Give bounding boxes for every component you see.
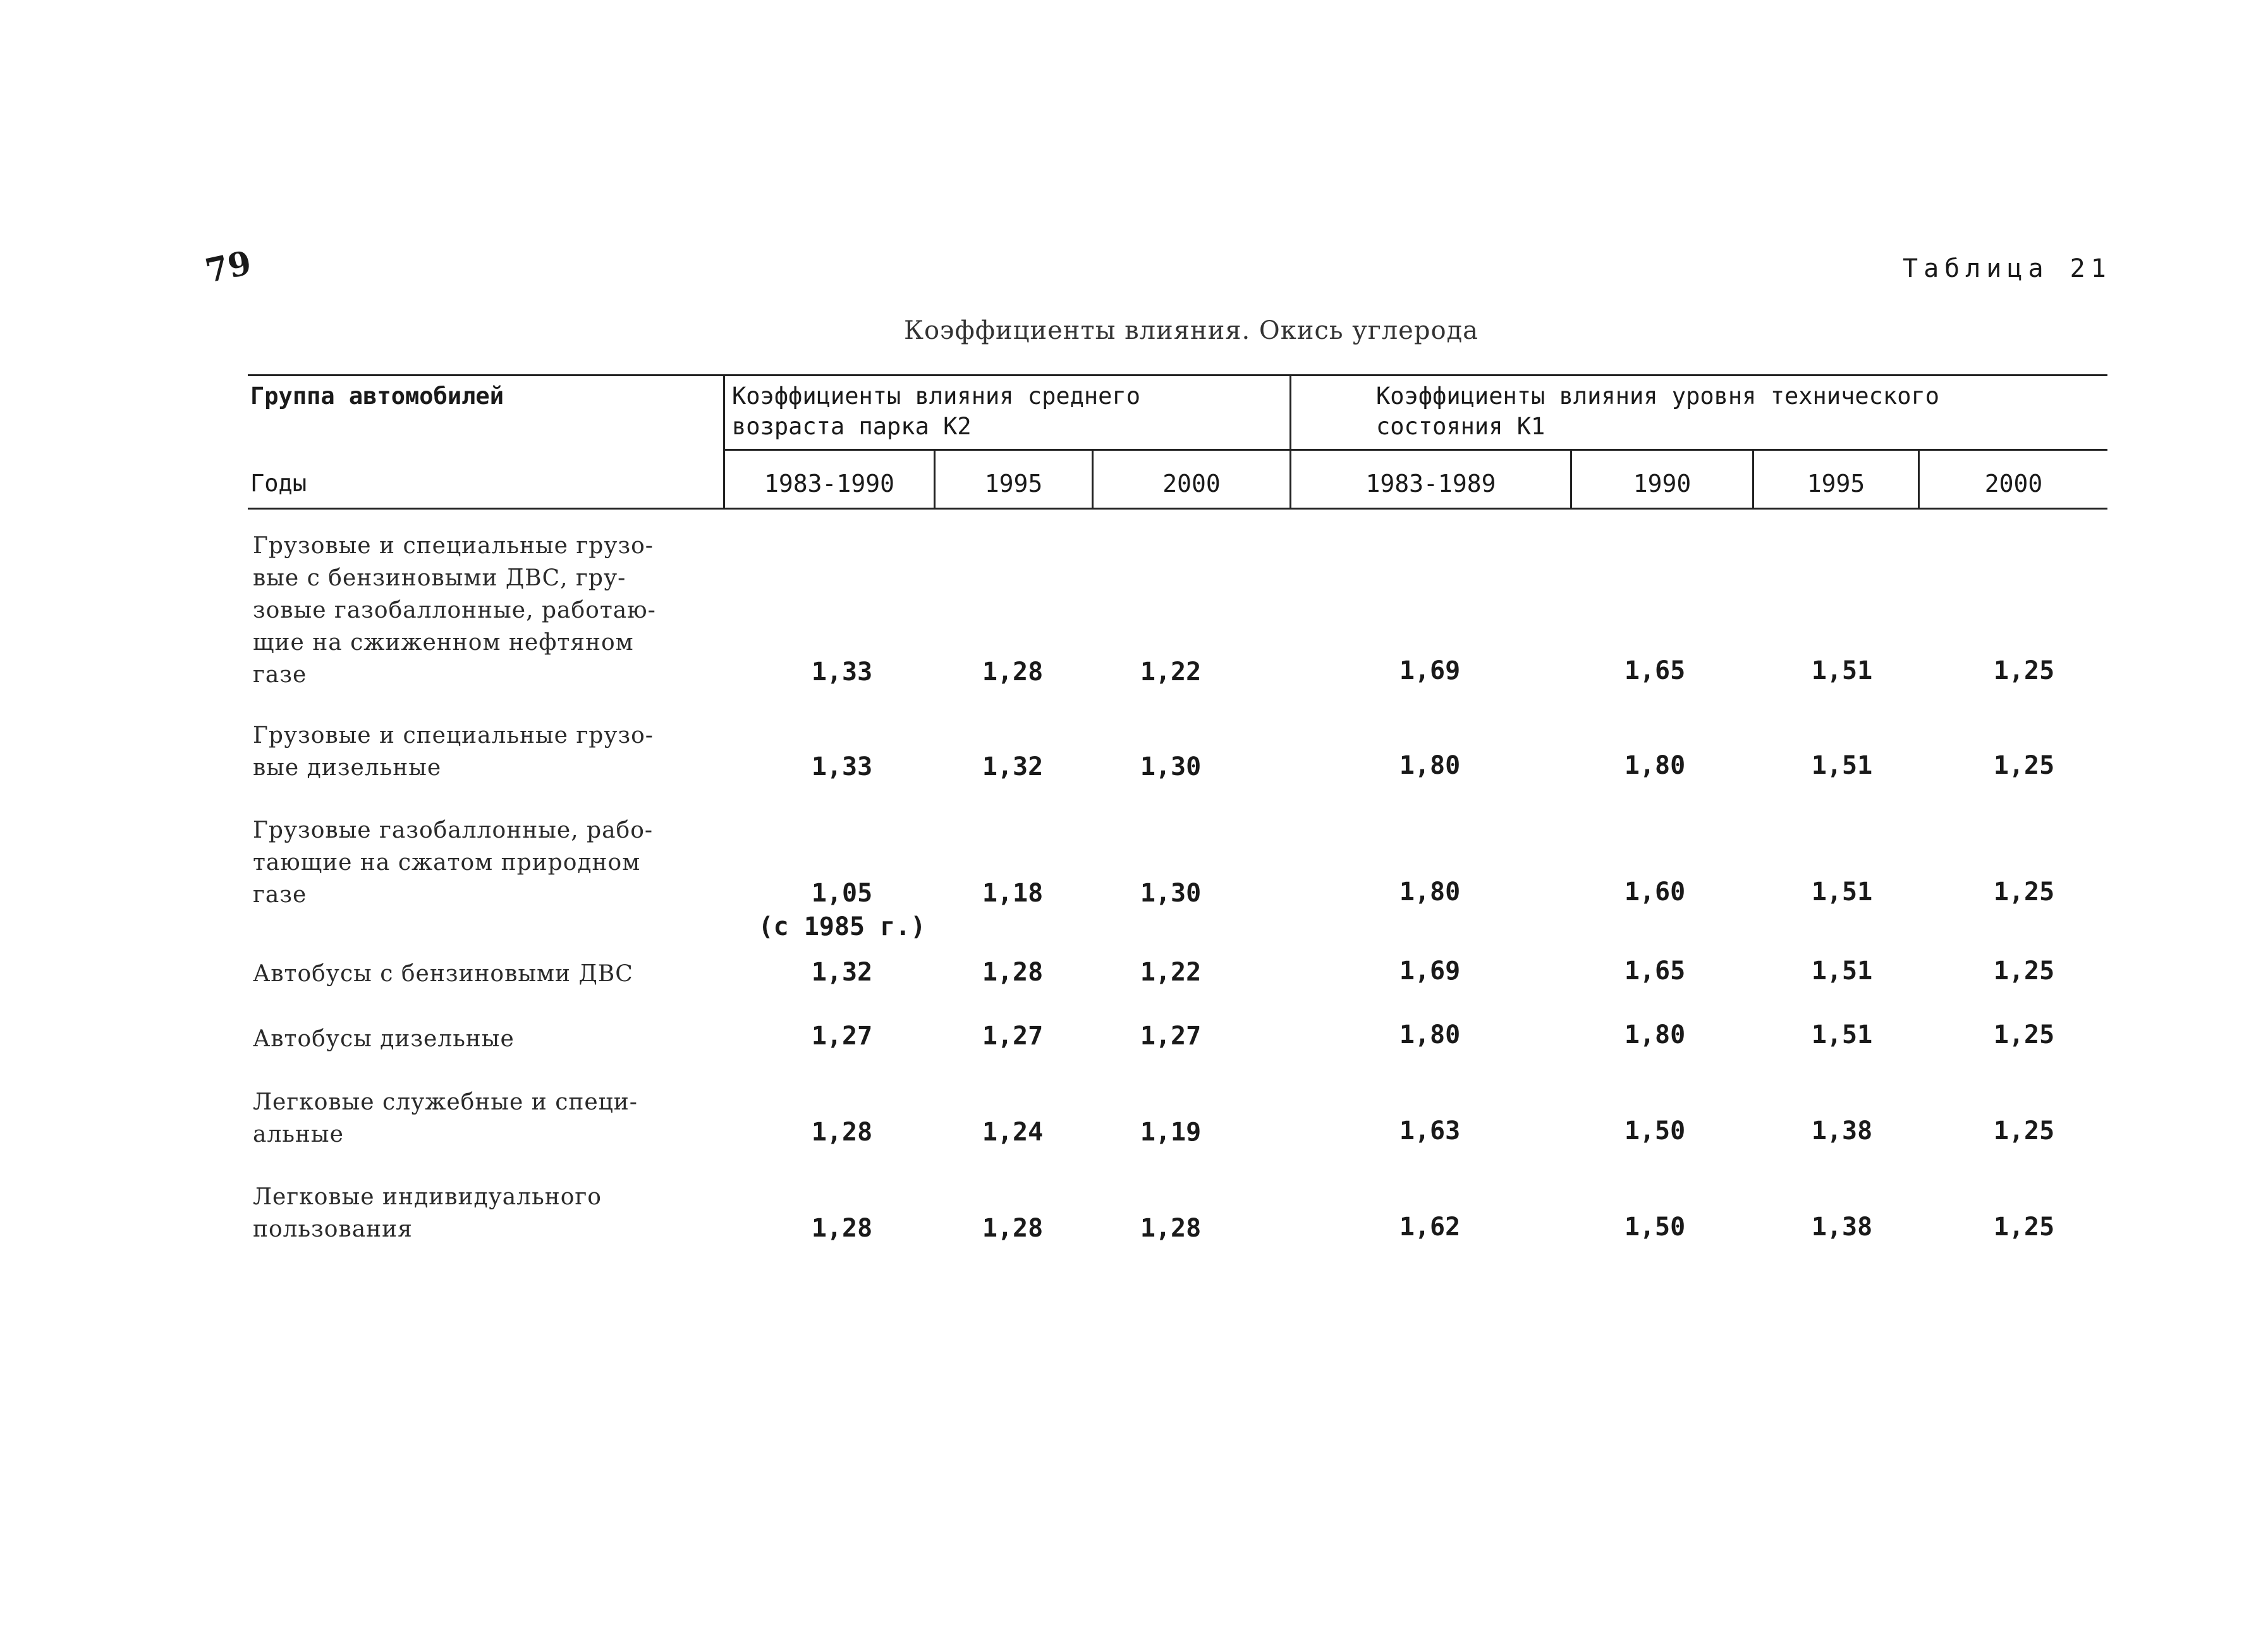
cell-value: 1,27 xyxy=(982,1022,1044,1051)
row-label-line: тающие на сжатом природном xyxy=(253,850,641,876)
row-label-line: зовые газобаллонные, работаю- xyxy=(253,597,656,623)
cell-value: 1,51 xyxy=(1811,957,1873,986)
row-label-line: Грузовые газобаллонные, рабо- xyxy=(253,817,654,843)
cell-value: 1,25 xyxy=(1993,656,2055,685)
k2-header-line2: возраста парка К2 xyxy=(732,413,972,440)
cell-value: 1,32 xyxy=(982,752,1044,781)
cell-value: 1,51 xyxy=(1811,656,1873,685)
table-row xyxy=(248,1086,2107,1156)
cell-value: 1,62 xyxy=(1399,1213,1461,1242)
cell-value: 1,25 xyxy=(1993,877,2055,907)
cell-value: 1,27 xyxy=(1140,1022,1202,1051)
cell-value: 1,69 xyxy=(1399,656,1461,685)
row-label-line: газе xyxy=(253,662,307,688)
header-mid-rule xyxy=(723,449,2107,451)
cell-value: 1,27 xyxy=(811,1022,873,1051)
row-label-line: вые с бензиновыми ДВС, гру- xyxy=(253,565,626,591)
cell-value: 1,33 xyxy=(811,752,873,781)
table-row xyxy=(248,1022,2107,1066)
table-caption: Коэффициенты влияния. Окись углерода xyxy=(904,316,1479,345)
year-header: 1995 xyxy=(984,470,1043,498)
table-row xyxy=(248,957,2107,1001)
cell-value: 1,60 xyxy=(1624,877,1686,907)
page-number: 79 xyxy=(202,243,255,291)
k2-header-line1: Коэффициенты влияния среднего xyxy=(732,382,1141,410)
cell-value: 1,25 xyxy=(1993,1116,2055,1146)
cell-value: 1,19 xyxy=(1140,1118,1202,1147)
years-header: Годы xyxy=(250,470,307,497)
table-label: Таблица 21 xyxy=(1903,254,2112,283)
cell-value: 1,50 xyxy=(1624,1213,1686,1242)
table-header xyxy=(248,374,2107,510)
header-bottom-rule xyxy=(248,508,2107,510)
header-top-rule xyxy=(248,374,2107,376)
row-label-line: Автобусы дизельные xyxy=(253,1026,515,1052)
cell-value: 1,28 xyxy=(982,1214,1044,1243)
row-label xyxy=(253,958,708,990)
cell-value: 1,30 xyxy=(1140,752,1202,781)
cell-value: 1,80 xyxy=(1624,1020,1686,1049)
cell-value: 1,28 xyxy=(982,657,1044,687)
row-label-line: Автобусы с бензиновыми ДВС xyxy=(253,961,633,987)
cell-value: 1,32 xyxy=(811,958,873,987)
row-label xyxy=(253,530,708,691)
cell-value: 1,25 xyxy=(1993,957,2055,986)
year-header: 1995 xyxy=(1807,470,1865,498)
cell-value: 1,80 xyxy=(1399,751,1461,780)
cell-value: 1,51 xyxy=(1811,877,1873,907)
row-label-line: щие на сжиженном нефтяном xyxy=(253,630,634,656)
cell-value: 1,51 xyxy=(1811,1020,1873,1049)
row-label xyxy=(253,814,708,911)
cell-value: 1,50 xyxy=(1624,1116,1686,1146)
year-header: 1983-1990 xyxy=(764,470,894,498)
table-row xyxy=(248,719,2107,789)
cell-note: (с 1985 г.) xyxy=(758,912,926,941)
cell-value: 1,65 xyxy=(1624,957,1686,986)
cell-value: 1,65 xyxy=(1624,656,1686,685)
cell-value: 1,33 xyxy=(811,657,873,687)
cell-value: 1,05 xyxy=(811,879,873,908)
cell-value: 1,25 xyxy=(1993,1020,2055,1049)
table-row xyxy=(248,1181,2107,1250)
cell-value: 1,63 xyxy=(1399,1116,1461,1146)
row-label xyxy=(253,1181,708,1245)
row-label-line: альные xyxy=(253,1122,344,1147)
cell-value: 1,38 xyxy=(1811,1116,1873,1146)
row-label xyxy=(253,719,708,784)
k1-header-line2: состояния К1 xyxy=(1376,413,1546,440)
cell-value: 1,18 xyxy=(982,879,1044,908)
group-header: Группа автомобилей xyxy=(250,382,504,410)
cell-value: 1,30 xyxy=(1140,879,1202,908)
cell-value: 1,80 xyxy=(1624,751,1686,780)
row-label-line: пользования xyxy=(253,1216,413,1242)
cell-value: 1,22 xyxy=(1140,657,1202,687)
cell-value: 1,28 xyxy=(811,1118,873,1147)
cell-value: 1,25 xyxy=(1993,1213,2055,1242)
table-row xyxy=(248,814,2107,941)
k1-header-line1: Коэффициенты влияния уровня технического xyxy=(1376,382,1940,410)
year-header: 2000 xyxy=(1984,470,2043,498)
cell-value: 1,69 xyxy=(1399,957,1461,986)
cell-value: 1,28 xyxy=(811,1214,873,1243)
row-label-line: Грузовые и специальные грузо- xyxy=(253,533,654,559)
row-label-line: вые дизельные xyxy=(253,755,442,781)
row-label xyxy=(253,1023,708,1055)
row-label-line: газе xyxy=(253,882,307,908)
cell-value: 1,38 xyxy=(1811,1213,1873,1242)
table-row xyxy=(248,530,2107,694)
year-header: 1990 xyxy=(1633,470,1692,498)
row-label-line: Легковые служебные и специ- xyxy=(253,1089,638,1115)
row-label-line: Легковые индивидуального xyxy=(253,1184,602,1210)
cell-value: 1,22 xyxy=(1140,958,1202,987)
year-header: 1983-1989 xyxy=(1365,470,1496,498)
cell-value: 1,80 xyxy=(1399,1020,1461,1049)
row-label-line: Грузовые и специальные грузо- xyxy=(253,723,654,749)
cell-value: 1,80 xyxy=(1399,877,1461,907)
cell-value: 1,28 xyxy=(982,958,1044,987)
cell-value: 1,25 xyxy=(1993,751,2055,780)
cell-value: 1,51 xyxy=(1811,751,1873,780)
row-label xyxy=(253,1086,708,1151)
year-header: 2000 xyxy=(1162,470,1221,498)
cell-value: 1,28 xyxy=(1140,1214,1202,1243)
cell-value: 1,24 xyxy=(982,1118,1044,1147)
